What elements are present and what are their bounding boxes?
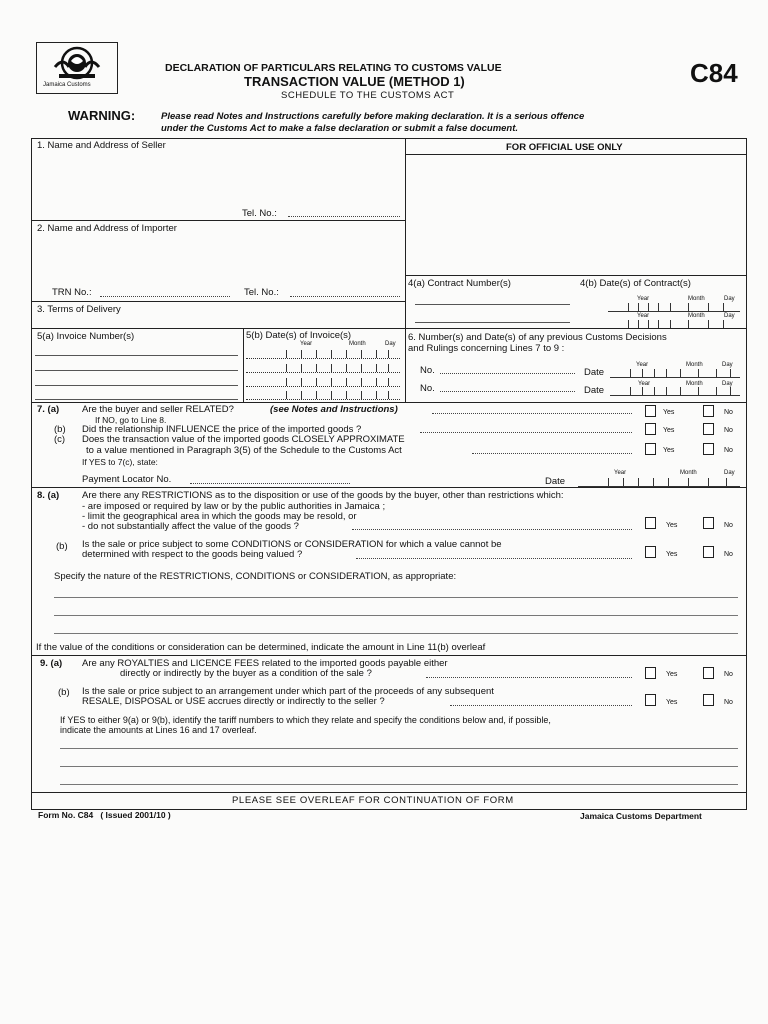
date-box-tick: [630, 369, 631, 377]
seller-name-address-field[interactable]: [36, 153, 401, 208]
date-box-tick: [638, 478, 639, 486]
invoice-number-field-2[interactable]: [35, 370, 238, 371]
terms-of-delivery-field[interactable]: [36, 316, 401, 326]
form-number: Form No. C84 ( Issued 2001/10 ): [38, 810, 171, 820]
date-box-tick: [654, 369, 655, 377]
invoice-date-row-4[interactable]: [246, 390, 400, 400]
invoice-number-label: 5(a) Invoice Number(s): [37, 331, 135, 342]
decisions-day-header-2: Day: [722, 381, 733, 387]
divider: [31, 402, 746, 403]
q7b-number: (b): [54, 424, 66, 435]
date-box-tick: [723, 320, 724, 328]
leader-dots: [432, 413, 632, 414]
warning-text-line2: under the Customs Act to make a false declaration or submit a false document.: [161, 123, 519, 134]
q9b-yes-checkbox[interactable]: [645, 694, 656, 706]
date-box-tick: [670, 303, 671, 311]
q7a-no-checkbox[interactable]: [703, 405, 714, 417]
q8b-number: (b): [56, 541, 68, 552]
decision-no-label-2: No.: [420, 383, 435, 394]
contract-number-field[interactable]: [415, 304, 570, 305]
date-box-tick: [668, 478, 669, 486]
q7c-text-line1: Does the transaction value of the imported goods CLOSELY APPROXIMATE: [82, 434, 405, 445]
q9a-no-label: No: [724, 671, 733, 678]
divider: [405, 154, 746, 155]
decisions-day-header: Day: [722, 362, 733, 368]
importer-tel-field[interactable]: [290, 296, 400, 297]
payment-locator-label: Payment Locator No.: [82, 474, 172, 485]
date-box-tick: [301, 391, 302, 399]
invoice-date-label: 5(b) Date(s) of Invoice(s): [246, 330, 352, 341]
contract-date-month-header-2: Month: [688, 313, 705, 319]
q7c-number: (c): [54, 434, 66, 445]
decision-date-field-1[interactable]: [610, 368, 740, 378]
decision-date-field-2[interactable]: [610, 386, 740, 396]
date-box-tick: [301, 378, 302, 386]
q8a-bullet2: - limit the geographical area in which the goods may be resold, or: [82, 511, 357, 522]
q7-date-month-header: Month: [680, 470, 697, 476]
q8b-yes-checkbox[interactable]: [645, 546, 656, 558]
q7a-text: Are the buyer and seller RELATED?: [82, 404, 234, 415]
decision-date-label-1: Date: [584, 367, 605, 378]
q7b-no-label: No: [724, 427, 733, 434]
date-box-tick: [653, 478, 654, 486]
q7a-note: (see Notes and Instructions): [270, 404, 398, 415]
decision-no-field-2[interactable]: [440, 391, 575, 392]
q8a-number: 8. (a): [37, 490, 60, 501]
seller-label: 1. Name and Address of Seller: [37, 140, 166, 151]
q8b-text-line1: Is the sale or price subject to some CONDITIONS or CONSIDERATION for which a value cannot be: [82, 539, 502, 550]
date-box-tick: [723, 303, 724, 311]
form-code: C84: [690, 58, 738, 88]
q9b-no-checkbox[interactable]: [703, 694, 714, 706]
q7-date-field[interactable]: [578, 477, 740, 487]
date-box-tick: [642, 387, 643, 395]
date-box-tick: [623, 478, 624, 486]
q8b-text-line2: determined with respect to the goods being valued ?: [82, 549, 303, 560]
q8a-text: Are there any RESTRICTIONS as to the disposition or use of the goods by the buyer, other than restrictions which:: [82, 490, 564, 501]
decision-no-label-1: No.: [420, 365, 435, 376]
q8b-no-label: No: [724, 551, 733, 558]
seller-tel-field[interactable]: [288, 216, 400, 217]
date-box-tick: [666, 369, 667, 377]
decision-date-label-2: Date: [584, 385, 605, 396]
date-box-tick: [630, 387, 631, 395]
q7c-yes-label: Yes: [663, 447, 675, 454]
contract-number-field-2[interactable]: [415, 322, 570, 323]
contract-date-year-header: Year: [637, 296, 650, 302]
q7c-text-line2: to a value mentioned in Paragraph 3(5) of the Schedule to the Customs Act: [86, 445, 402, 456]
q8a-bullet3: - do not substantially affect the value of the goods ?: [82, 521, 299, 532]
date-box-tick: [301, 364, 302, 372]
date-box-tick: [730, 387, 731, 395]
importer-label: 2. Name and Address of Importer: [37, 223, 177, 234]
q7c-yes-checkbox[interactable]: [645, 443, 656, 455]
leader-dots: [356, 558, 632, 559]
date-box-tick: [658, 303, 659, 311]
date-box-tick: [658, 320, 659, 328]
contract-date-year-header-2: Year: [637, 313, 650, 319]
date-box-tick: [316, 350, 317, 358]
date-box-tick: [698, 387, 699, 395]
date-box-tick: [361, 378, 362, 386]
q9-note-line2: indicate the amounts at Lines 16 and 17 overleaf.: [60, 725, 257, 735]
contract-date-month-header: Month: [688, 296, 705, 302]
q8a-yes-label: Yes: [666, 522, 678, 529]
date-box-tick: [638, 303, 639, 311]
date-box-tick: [388, 391, 389, 399]
decisions-month-header-2: Month: [686, 381, 703, 387]
leader-dots: [352, 529, 632, 530]
q9-conditions-line-3[interactable]: [60, 784, 738, 785]
q7a-yes-label: Yes: [663, 409, 675, 416]
q8-specify-label: Specify the nature of the RESTRICTIONS, CONDITIONS or CONSIDERATION, as appropriate:: [54, 571, 457, 582]
form-title-line1: DECLARATION OF PARTICULARS RELATING TO CUSTOMS VALUE: [165, 62, 502, 74]
date-box-tick: [716, 387, 717, 395]
date-box-tick: [716, 369, 717, 377]
divider: [31, 487, 746, 488]
date-box-tick: [648, 320, 649, 328]
warning-label: WARNING:: [68, 108, 136, 123]
q7c-no-checkbox[interactable]: [703, 443, 714, 455]
customs-logo: [36, 42, 118, 94]
leader-dots: [472, 453, 632, 454]
invoice-number-field-1[interactable]: [35, 355, 238, 356]
contract-number-label: 4(a) Contract Number(s): [408, 278, 511, 289]
seller-tel-label: Tel. No.:: [242, 208, 277, 219]
q9-note-line1: If YES to either 9(a) or 9(b), identify the tariff numbers to which they relate and specify the conditions below and, if possible,: [60, 715, 551, 725]
date-box-tick: [331, 378, 332, 386]
date-box-tick: [346, 378, 347, 386]
q9-conditions-line-1[interactable]: [60, 748, 738, 749]
invoice-date-month-header: Month: [349, 341, 366, 347]
date-box-tick: [376, 378, 377, 386]
q8a-bullet1: - are imposed or required by law or by the public authorities in Jamaica ;: [82, 501, 386, 512]
official-use-label: FOR OFFICIAL USE ONLY: [506, 142, 623, 153]
q9-conditions-line-2[interactable]: [60, 766, 738, 767]
form-title-line2: TRANSACTION VALUE (METHOD 1): [244, 74, 465, 89]
continuation-notice: PLEASE SEE OVERLEAF FOR CONTINUATION OF FORM: [232, 795, 514, 806]
decisions-label-line2: and Rulings concerning Lines 7 to 9 :: [408, 343, 565, 354]
date-box-tick: [628, 320, 629, 328]
leader-dots: [426, 677, 632, 678]
q7c-sub: If YES to 7(c), state:: [82, 457, 158, 467]
date-box-tick: [654, 387, 655, 395]
logo-caption: Jamaica Customs: [43, 82, 91, 88]
date-box-tick: [286, 391, 287, 399]
divider: [31, 301, 405, 302]
date-box-tick: [698, 369, 699, 377]
date-box-tick: [286, 378, 287, 386]
date-box-tick: [361, 364, 362, 372]
date-box-tick: [638, 320, 639, 328]
importer-name-address-field[interactable]: [36, 236, 401, 284]
q7b-no-checkbox[interactable]: [703, 423, 714, 435]
date-box-tick: [376, 350, 377, 358]
warning-text-line1: Please read Notes and Instructions carefully before making declaration. It is a serious offence: [161, 111, 585, 122]
q9b-number: (b): [58, 687, 70, 698]
date-box-tick: [688, 320, 689, 328]
date-box-tick: [388, 378, 389, 386]
invoice-date-day-header: Day: [385, 341, 396, 347]
decisions-year-header: Year: [636, 362, 649, 368]
q7a-sub: If NO, go to Line 8.: [95, 415, 167, 425]
q8b-no-checkbox[interactable]: [703, 546, 714, 558]
date-box-tick: [642, 369, 643, 377]
q9a-text-line1: Are any ROYALTIES and LICENCE FEES related to the imported goods payable either: [82, 658, 448, 669]
date-box-tick: [331, 364, 332, 372]
q9b-yes-label: Yes: [666, 699, 678, 706]
date-box-tick: [388, 364, 389, 372]
date-box-tick: [346, 364, 347, 372]
q8a-yes-checkbox[interactable]: [645, 517, 656, 529]
date-box-tick: [286, 364, 287, 372]
divider: [243, 328, 244, 402]
q7-date-year-header: Year: [614, 470, 627, 476]
q8-specify-line-3[interactable]: [54, 633, 738, 634]
date-box-tick: [331, 391, 332, 399]
q8-footnote: If the value of the conditions or consideration can be determined, indicate the amount in Line 11(b) overleaf: [36, 642, 486, 653]
contract-date-label: 4(b) Date(s) of Contract(s): [580, 278, 691, 289]
q9a-number: 9. (a): [40, 658, 63, 669]
divider: [31, 220, 405, 221]
q9a-no-checkbox[interactable]: [703, 667, 714, 679]
q9b-no-label: No: [724, 699, 733, 706]
q7a-yes-checkbox[interactable]: [645, 405, 656, 417]
date-box-tick: [628, 303, 629, 311]
decision-no-field-1[interactable]: [440, 373, 575, 374]
divider: [405, 275, 746, 276]
date-box-tick: [316, 364, 317, 372]
q7b-yes-label: Yes: [663, 427, 675, 434]
q8-specify-line-1[interactable]: [54, 597, 738, 598]
date-box-tick: [388, 350, 389, 358]
decisions-label-line1: 6. Number(s) and Date(s) of any previous Customs Decisions: [408, 332, 667, 343]
date-box-tick: [688, 478, 689, 486]
contract-date-field-1[interactable]: [608, 302, 740, 312]
decisions-year-header-2: Year: [638, 381, 651, 387]
q7c-no-label: No: [724, 447, 733, 454]
date-box-tick: [376, 391, 377, 399]
q8a-no-checkbox[interactable]: [703, 517, 714, 529]
trn-field[interactable]: [100, 296, 230, 297]
q9a-text-line2: directly or indirectly by the buyer as a condition of the sale ?: [120, 668, 372, 679]
date-box-tick: [648, 303, 649, 311]
q9b-text-line2: RESALE, DISPOSAL or USE accrues directly or indirectly to the seller ?: [82, 696, 385, 707]
date-box-tick: [680, 369, 681, 377]
q7a-no-label: No: [724, 409, 733, 416]
date-box-tick: [730, 369, 731, 377]
date-box-tick: [726, 478, 727, 486]
leader-dots: [450, 705, 632, 706]
date-box-tick: [361, 350, 362, 358]
invoice-date-year-header: Year: [300, 341, 313, 347]
q9a-yes-label: Yes: [666, 671, 678, 678]
divider: [31, 792, 746, 793]
date-box-tick: [346, 391, 347, 399]
contract-date-day-header: Day: [724, 296, 735, 302]
date-box-tick: [680, 387, 681, 395]
q8a-no-label: No: [724, 522, 733, 529]
divider: [31, 655, 746, 656]
form-title-line3: SCHEDULE TO THE CUSTOMS ACT: [281, 90, 455, 101]
divider: [405, 138, 406, 402]
invoice-date-row-3[interactable]: [246, 377, 400, 387]
payment-locator-field[interactable]: [190, 483, 350, 484]
invoice-date-row-1[interactable]: [246, 349, 400, 359]
invoice-number-field-3[interactable]: [35, 385, 238, 386]
q9a-yes-checkbox[interactable]: [645, 667, 656, 679]
date-box-tick: [670, 320, 671, 328]
contract-date-day-header-2: Day: [724, 313, 735, 319]
date-box-tick: [346, 350, 347, 358]
date-box-tick: [708, 478, 709, 486]
date-box-tick: [376, 364, 377, 372]
importer-tel-label: Tel. No.:: [244, 287, 279, 298]
invoice-date-row-2[interactable]: [246, 363, 400, 373]
trn-label: TRN No.:: [52, 287, 92, 298]
date-box-tick: [666, 387, 667, 395]
date-box-tick: [316, 378, 317, 386]
department-name: Jamaica Customs Department: [580, 811, 702, 821]
q7-date-label: Date: [545, 476, 566, 487]
divider: [31, 328, 746, 329]
q7b-yes-checkbox[interactable]: [645, 423, 656, 435]
date-box-tick: [708, 320, 709, 328]
q8-specify-line-2[interactable]: [54, 615, 738, 616]
date-box-tick: [708, 303, 709, 311]
q7a-number: 7. (a): [37, 404, 60, 415]
date-box-tick: [301, 350, 302, 358]
q7b-text: Did the relationship INFLUENCE the price of the imported goods ?: [82, 424, 362, 435]
q9b-text-line1: Is the sale or price subject to an arrangement under which part of the proceeds of any subsequent: [82, 686, 494, 697]
date-box-tick: [316, 391, 317, 399]
q8b-yes-label: Yes: [666, 551, 678, 558]
q7-date-day-header: Day: [724, 470, 735, 476]
leader-dots: [420, 432, 632, 433]
date-box-tick: [608, 478, 609, 486]
decisions-month-header: Month: [686, 362, 703, 368]
invoice-number-field-4[interactable]: [35, 399, 238, 400]
date-box-tick: [688, 303, 689, 311]
date-box-tick: [286, 350, 287, 358]
date-box-tick: [361, 391, 362, 399]
customs-crest-icon: [37, 43, 117, 83]
date-box-tick: [331, 350, 332, 358]
terms-of-delivery-label: 3. Terms of Delivery: [37, 304, 121, 315]
